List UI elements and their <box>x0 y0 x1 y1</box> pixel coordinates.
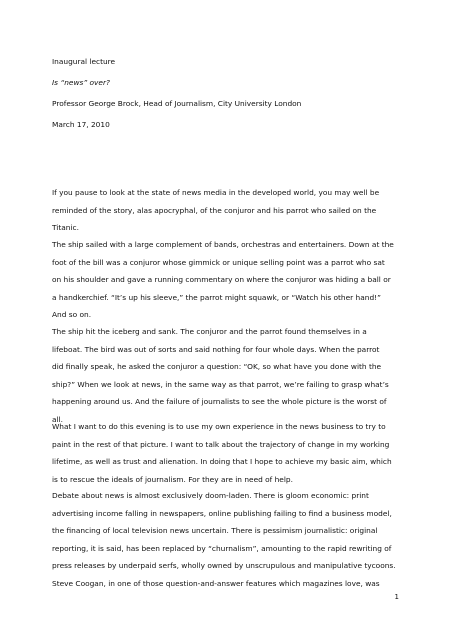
paragraph-line: press releases by underpaid serfs, wholly owned by unscrupulous and manipulative tycoons. <box>52 561 396 570</box>
paragraph-2 <box>52 236 412 324</box>
paragraph-line: ship?” When we look at news, in the same way as that parrot, we’re failing to grasp what’s <box>52 379 389 389</box>
page-number: 1 <box>394 593 399 601</box>
paragraph-line: the financing of local television news uncertain. There is pessimism journalistic: original <box>52 526 378 535</box>
paragraph-line: reminded of the story, alas apocryphal, of the conjuror and his parrot who sailed on the <box>52 205 377 215</box>
paragraph-line: on his shoulder and gave a running commentary on where the conjuror was hiding a ball or <box>52 275 391 284</box>
paragraph-line: is to rescue the ideals of journalism. For they are in need of help. <box>52 474 293 484</box>
paragraph-line: a handkerchief. “It’s up his sleeve,” the parrot might squawk, or “Watch his other hand!” <box>52 292 381 302</box>
paragraph-line: happening around us. And the failure of journalists to see the whole picture is the worst of <box>52 397 387 406</box>
paragraph-line: Titanic. <box>52 223 79 232</box>
paragraph-line: Steve Coogan, in one of those question-and-answer features which magazines love, was <box>52 578 380 588</box>
paragraph-line: paint in the rest of that picture. I want to talk about the trajectory of change in my working <box>52 439 390 449</box>
lecture-title: Is “news” over? <box>52 78 110 87</box>
paragraph-line: did finally speak, he asked the conjuror a question: “OK, so what have you done with the <box>52 362 382 371</box>
paragraph-line: advertising income falling in newspapers, online publishing failing to find a business model, <box>52 508 392 518</box>
paragraph-5 <box>52 487 412 592</box>
paragraph-line: Debate about news is almost exclusively doom-laden. There is gloom economic: print <box>52 491 369 500</box>
paragraph-line: all. <box>52 414 63 424</box>
paragraph-4 <box>52 418 412 488</box>
date-line: March 17, 2010 <box>52 120 110 129</box>
paragraph-line: What I want to do this evening is to use my own experience in the news business to try to <box>52 422 386 431</box>
paragraph-line: And so on. <box>52 310 92 319</box>
lecture-label: Inaugural lecture <box>52 57 116 66</box>
paragraph-1 <box>52 184 412 237</box>
paragraph-line: If you pause to look at the state of news media in the developed world, you may well be <box>52 188 380 197</box>
author-line: Professor George Brock, Head of Journalism, City University London <box>52 99 302 108</box>
paragraph-3 <box>52 323 412 428</box>
paragraph-line: The ship hit the iceberg and sank. The conjuror and the parrot found themselves in a <box>52 327 367 336</box>
paragraph-line: lifetime, as well as trust and alienation. In doing that I hope to achieve my basic aim, which <box>52 457 392 466</box>
paragraph-line: lifeboat. The bird was out of sorts and said nothing for four whole days. When the parrot <box>52 344 380 354</box>
paragraph-line: foot of the bill was a conjuror whose gimmick or unique selling point was a parrot who sat <box>52 257 385 267</box>
paragraph-line: The ship sailed with a large complement of bands, orchestras and entertainers. Down at the <box>52 240 394 249</box>
paragraph-line: reporting, it is said, has been replaced by “churnalism”, amounting to the rapid rewriting of <box>52 543 392 553</box>
